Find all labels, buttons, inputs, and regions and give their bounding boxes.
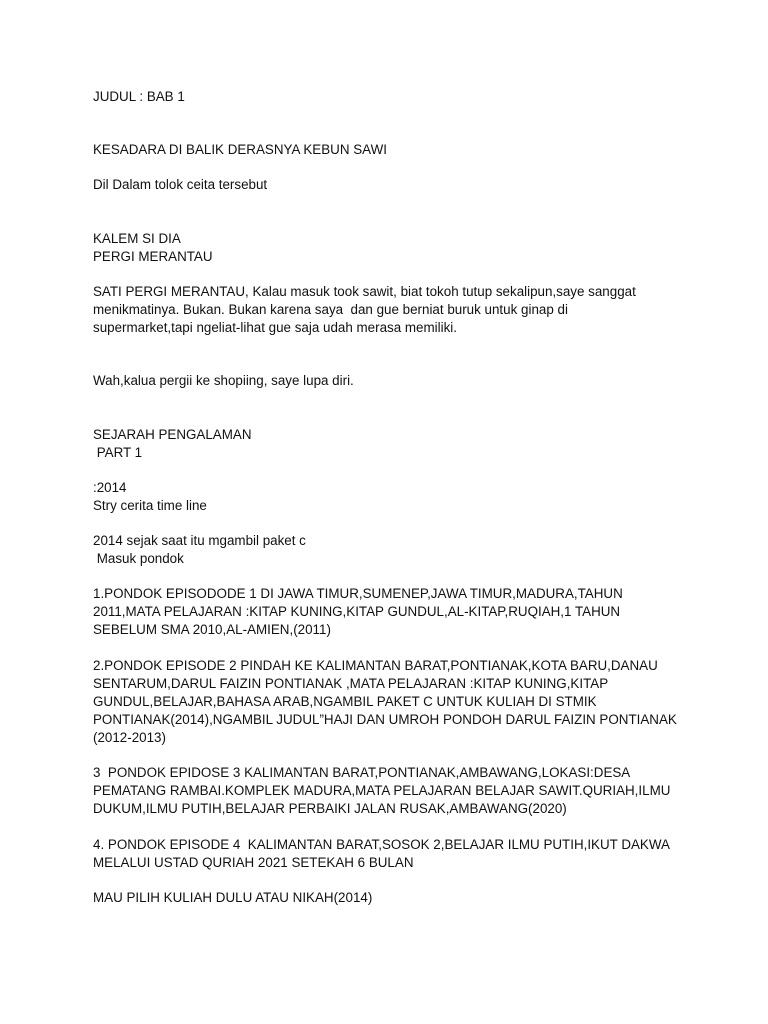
list-item-line: (2012-2013)	[93, 730, 166, 745]
heading-line: PERGI MERANTAU	[93, 249, 213, 264]
heading-line: KESADARA DI BALIK DERASNYA KEBUN SAWI	[93, 142, 387, 157]
text-line: :2014	[93, 480, 127, 495]
list-item-line: 1.PONDOK EPISODODE 1 DI JAWA TIMUR,SUMENEP,JAWA TIMUR,MADURA,TAHUN	[93, 586, 623, 601]
text-line: Masuk pondok	[93, 551, 184, 566]
list-item-line: DUKUM,ILMU PUTIH,BELAJAR PERBAIKI JALAN RUSAK,AMBAWANG(2020)	[93, 801, 567, 816]
list-item-line: SENTARUM,DARUL FAIZIN PONTIANAK ,MATA PELAJARAN :KITAP KUNING,KITAP	[93, 676, 609, 691]
paragraph-line: Wah,kalua pergii ke shopiing, saye lupa diri.	[93, 373, 354, 388]
heading-line: PART 1	[93, 445, 143, 460]
title-line: JUDUL : BAB 1	[93, 89, 185, 104]
list-item-line: 3 PONDOK EPIDOSE 3 KALIMANTAN BARAT,PONTIANAK,AMBAWANG,LOKASI:DESA	[93, 765, 631, 780]
list-item-line: SEBELUM SMA 2010,AL-AMIEN,(2011)	[93, 622, 331, 637]
text-line: MAU PILIH KULIAH DULU ATAU NIKAH(2014)	[93, 890, 373, 905]
list-item-line: PEMATANG RAMBAI.KOMPLEK MADURA,MATA PELAJARAN BELAJAR SAWIT.QURIAH,ILMU	[93, 783, 671, 798]
list-item-line: MELALUI USTAD QURIAH 2021 SETEKAH 6 BULAN	[93, 855, 414, 870]
text-line: Stry cerita time line	[93, 498, 207, 513]
text-line: Dil Dalam tolok ceita tersebut	[93, 177, 268, 192]
heading-line: KALEM SI DIA	[93, 231, 181, 246]
paragraph-line: SATI PERGI MERANTAU, Kalau masuk took sawit, biat tokoh tutup sekalipun,saye sanggat	[93, 284, 636, 299]
list-item-line: 4. PONDOK EPISODE 4 KALIMANTAN BARAT,SOSOK 2,BELAJAR ILMU PUTIH,IKUT DAKWA	[93, 837, 670, 852]
list-item-line: PONTIANAK(2014),NGAMBIL JUDUL”HAJI DAN UMROH PONDOH DARUL FAIZIN PONTIANAK	[93, 712, 677, 727]
paragraph-line: menikmatinya. Bukan. Bukan karena saya dan gue berniat buruk untuk ginap di	[93, 302, 568, 317]
text-line: 2014 sejak saat itu mgambil paket c	[93, 533, 306, 548]
heading-line: SEJARAH PENGALAMAN	[93, 427, 252, 442]
paragraph-line: supermarket,tapi ngeliat-lihat gue saja udah merasa memiliki.	[93, 320, 457, 335]
list-item-line: GUNDUL,BELAJAR,BAHASA ARAB,NGAMBIL PAKET C UNTUK KULIAH DI STMIK	[93, 694, 597, 709]
list-item-line: 2.PONDOK EPISODE 2 PINDAH KE KALIMANTAN BARAT,PONTIANAK,KOTA BARU,DANAU	[93, 658, 658, 673]
list-item-line: 2011,MATA PELAJARAN :KITAP KUNING,KITAP GUNDUL,AL-KITAP,RUQIAH,1 TAHUN	[93, 604, 621, 619]
